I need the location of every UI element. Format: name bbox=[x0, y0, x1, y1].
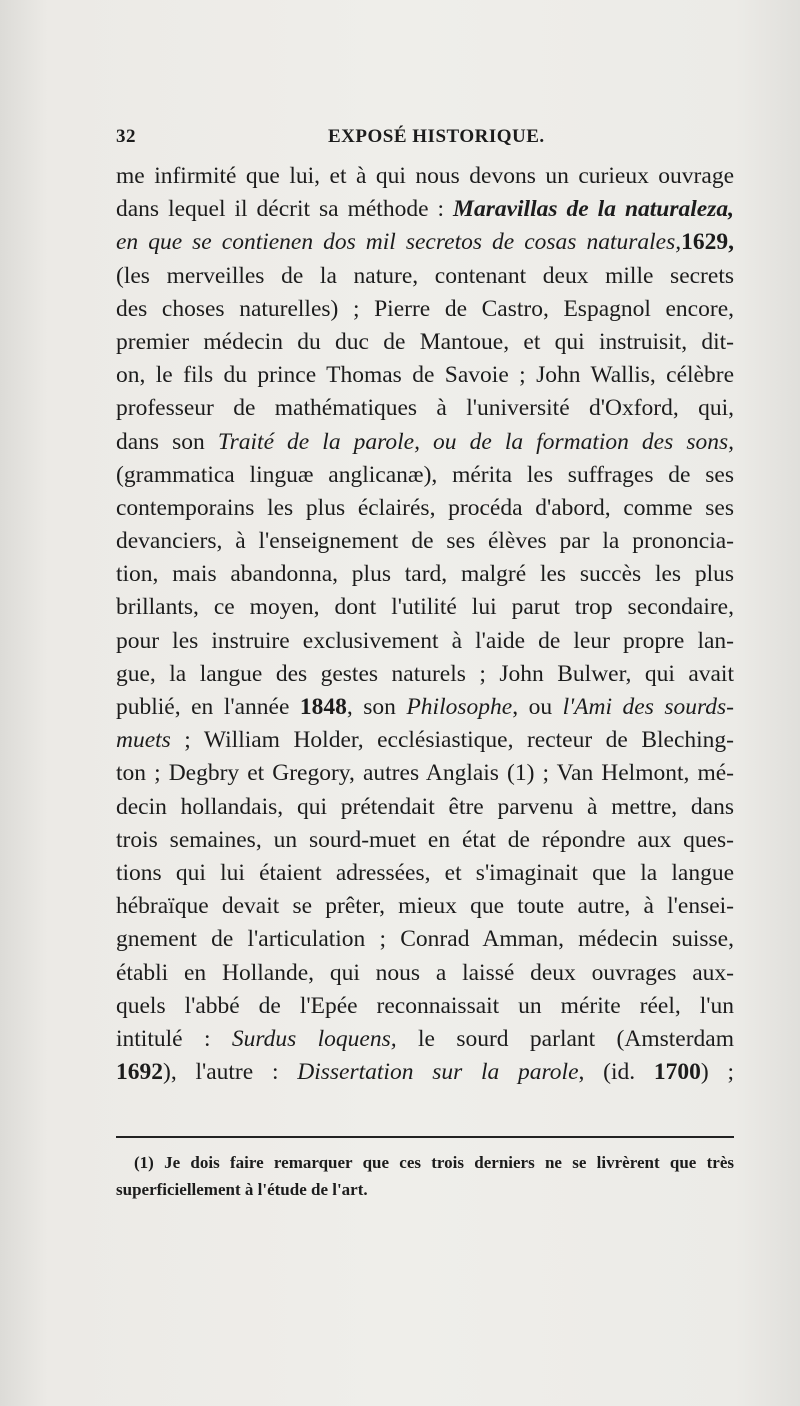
text-line bbox=[116, 890, 734, 923]
page-header bbox=[116, 126, 734, 156]
text-segment: (grammatica linguæ anglicanæ), mérita les suffrages de ses bbox=[116, 461, 734, 488]
text-segment: quels l'abbé de l'Epée reconnaissait un mérite réel, l'un bbox=[116, 992, 734, 1019]
text-segment: tion, mais abandonna, plus tard, malgré les succès les plus bbox=[116, 561, 734, 588]
text-line bbox=[116, 426, 734, 459]
text-segment: en que se contienen dos mil secretos de cosas naturales, bbox=[116, 229, 682, 256]
text-segment: professeur de mathématiques à l'université d'Oxford, qui, bbox=[116, 395, 734, 422]
text-segment: ; William Holder, ecclésiastique, recteur de Bleching- bbox=[170, 727, 734, 754]
page-number: 32 bbox=[116, 126, 136, 147]
text-line bbox=[116, 591, 734, 624]
footnote-line: (1) Je dois faire remarquer que ces trois derniers ne se livrèrent que très bbox=[134, 1153, 734, 1172]
text-segment: tions qui lui étaient adressées, et s'imaginait que la langue bbox=[116, 859, 734, 886]
text-line bbox=[116, 1023, 734, 1056]
text-line bbox=[116, 957, 734, 990]
text-segment: gnement de l'articulation ; Conrad Amman, médecin suisse, bbox=[116, 926, 734, 953]
text-line bbox=[116, 392, 734, 425]
text-line bbox=[116, 1056, 734, 1089]
text-segment: pour les instruire exclusivement à l'aide de leur propre lan- bbox=[116, 627, 734, 654]
text-segment: muets bbox=[116, 727, 171, 754]
footnote-rule bbox=[116, 1136, 734, 1138]
text-segment: , ou bbox=[512, 694, 563, 720]
text-segment: , (id. bbox=[578, 1059, 654, 1086]
text-segment: premier médecin du duc de Mantoue, et qui instruisit, dit- bbox=[116, 328, 734, 355]
text-segment: brillants, ce moyen, dont l'utilité lui parut trop secondaire, bbox=[116, 594, 734, 621]
text-segment: dans son bbox=[116, 428, 218, 455]
text-line bbox=[116, 990, 734, 1023]
text-segment: établi en Hollande, qui nous a laissé deux ouvrages aux- bbox=[116, 959, 734, 986]
text-line bbox=[116, 791, 734, 824]
text-segment: intitulé : bbox=[116, 1025, 232, 1052]
footnote-line: superficiellement à l'étude de l'art. bbox=[116, 1180, 368, 1199]
text-segment: le sourd parlant (Amsterdam bbox=[396, 1025, 734, 1052]
text-segment: trois semaines, un sourd-muet en état de répondre aux ques- bbox=[116, 826, 734, 853]
text-segment bbox=[453, 196, 734, 222]
text-segment: me infirmité que lui, et à qui nous devons un curieux ouvrage bbox=[116, 163, 734, 189]
text-segment: Philosophe bbox=[406, 694, 513, 720]
text-line bbox=[116, 160, 734, 193]
text-segment: 1692 bbox=[116, 1059, 163, 1086]
body-text bbox=[116, 160, 734, 1089]
text-line bbox=[116, 724, 734, 757]
text-line bbox=[116, 293, 734, 326]
text-line bbox=[116, 625, 734, 658]
text-line bbox=[116, 459, 734, 492]
text-segment: ) ; bbox=[700, 1059, 734, 1086]
text-line bbox=[116, 857, 734, 890]
text-segment: ton ; Degbry et Gregory, autres Anglais (1) ; Van Helmont, mé- bbox=[116, 760, 734, 787]
text-segment: dans lequel il décrit sa méthode : bbox=[116, 196, 454, 223]
footnote bbox=[116, 1149, 734, 1203]
text-line bbox=[116, 260, 734, 293]
text-segment: 1629, bbox=[681, 229, 734, 256]
text-segment: Surdus loquens, bbox=[231, 1025, 397, 1052]
text-segment: decin hollandais, qui prétendait être parvenu à mettre, dans bbox=[116, 793, 734, 820]
text-segment: Dissertation sur la parole bbox=[297, 1059, 579, 1086]
text-line bbox=[116, 492, 734, 525]
running-title: EXPOSÉ HISTORIQUE. bbox=[328, 126, 545, 147]
text-segment: Maravillas de la naturaleza, bbox=[453, 196, 734, 223]
text-segment: devanciers, à l'enseignement de ses élèves par la prononcia- bbox=[116, 528, 734, 555]
text-line bbox=[116, 757, 734, 790]
text-segment: , son bbox=[346, 694, 407, 720]
text-line bbox=[116, 923, 734, 956]
text-line bbox=[116, 658, 734, 691]
text-segment: des choses naturelles) ; Pierre de Castro, Espagnol encore, bbox=[116, 295, 734, 322]
text-segment: publié, en l'année bbox=[116, 694, 300, 720]
text-line bbox=[116, 525, 734, 558]
text-segment: ), l'autre : bbox=[163, 1059, 298, 1086]
text-line bbox=[116, 226, 734, 259]
text-line bbox=[116, 326, 734, 359]
text-segment: Traité de la parole, ou de la formation des sons, bbox=[217, 428, 734, 455]
text-line bbox=[116, 691, 734, 724]
text-segment: 1848 bbox=[299, 694, 347, 720]
text-segment: (les merveilles de la nature, contenant deux mille secrets bbox=[116, 262, 734, 289]
text-line bbox=[116, 359, 734, 392]
text-line bbox=[116, 824, 734, 857]
text-line bbox=[116, 193, 734, 226]
text-segment: l'Ami des sourds- bbox=[562, 694, 734, 720]
text-segment: gue, la langue des gestes naturels ; John Bulwer, qui avait bbox=[116, 660, 734, 687]
text-segment: contemporains les plus éclairés, procéda d'abord, comme ses bbox=[116, 494, 734, 521]
text-segment: on, le fils du prince Thomas de Savoie ; John Wallis, célèbre bbox=[116, 362, 734, 389]
text-segment: hébraïque devait se prêter, mieux que toute autre, à l'ensei- bbox=[116, 893, 734, 920]
text-line bbox=[116, 558, 734, 591]
text-segment: 1700 bbox=[653, 1059, 701, 1086]
